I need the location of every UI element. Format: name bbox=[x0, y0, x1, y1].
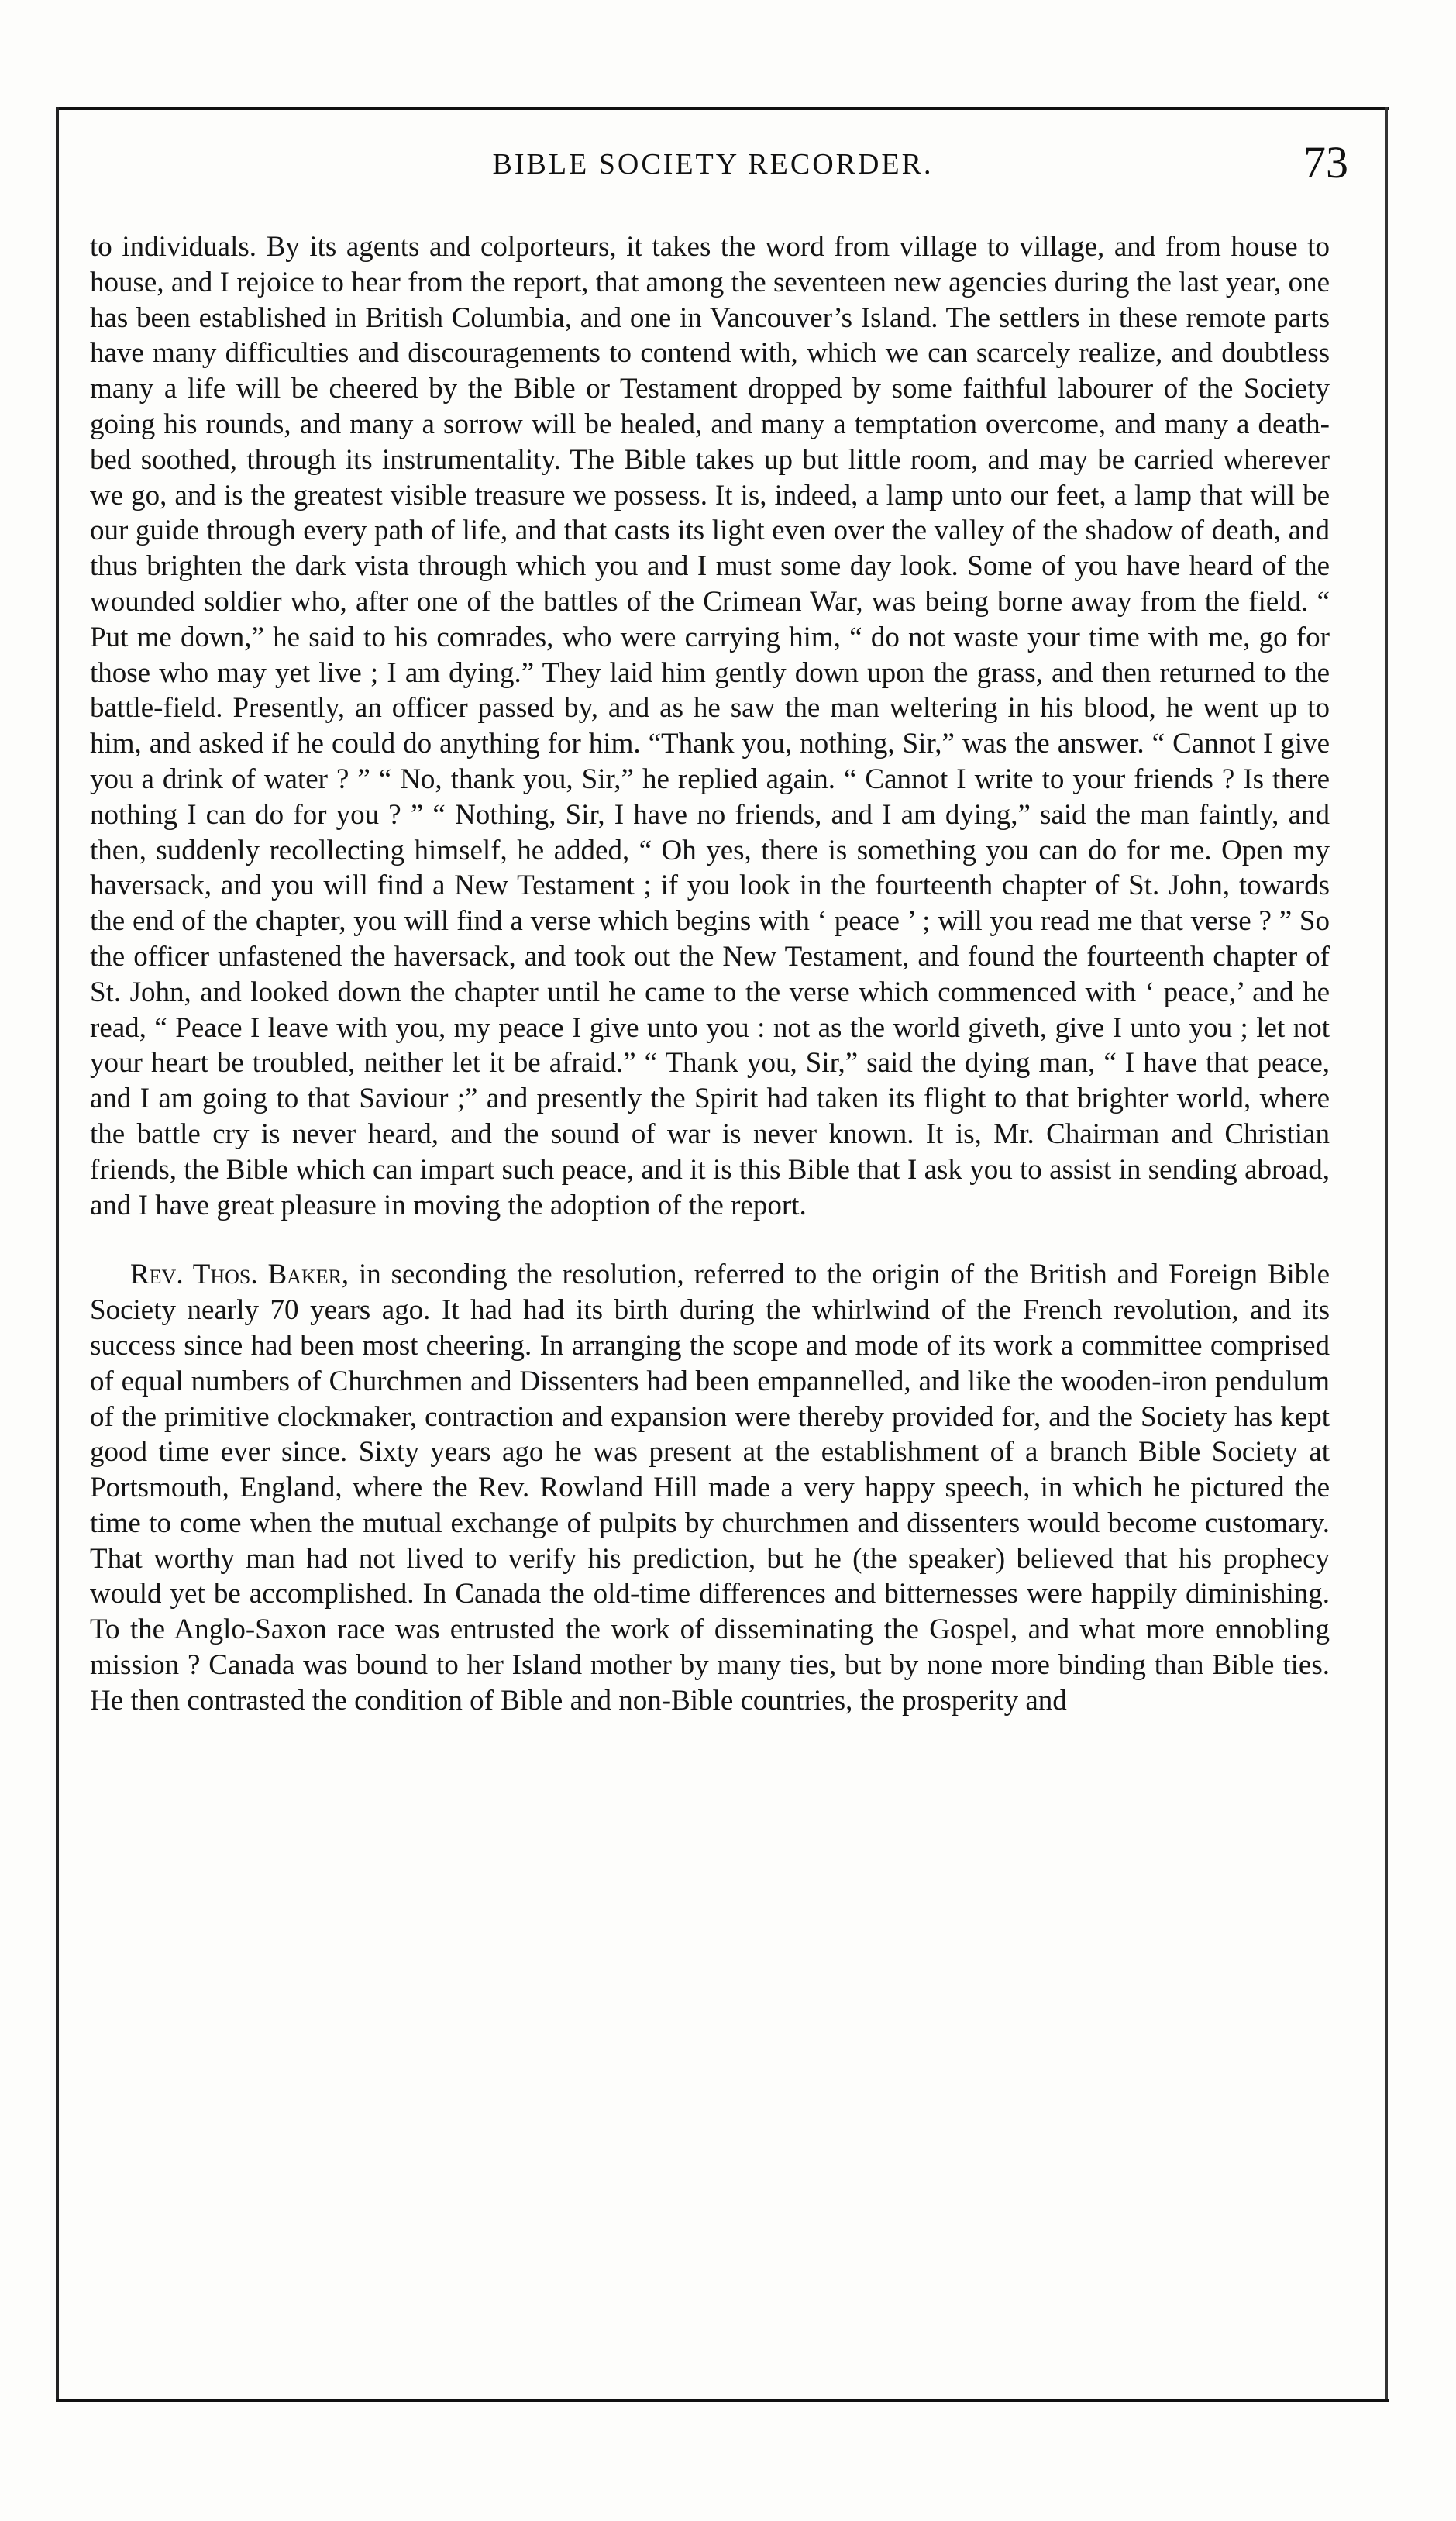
speaker-name: Rev. Thos. Baker, bbox=[130, 1259, 349, 1291]
paragraph-text: to individuals. By its agents and colporteurs, it takes the word from village to village, and from house to house, and I rejoice to hear from the report, that among the seventeen new agencies during the last year, one has been established in British Columbia, and one in Vancouver’s Island. The settlers in these remote parts have many difficulties and discouragements to contend with, which we can scarcely realize, and doubtless many a life will be cheered by the Bible or Testament dropped by some faithful labourer of the Society going his rounds, and many a sorrow will be healed, and many a temptation overcome, and many a death-bed soothed, through its instrumentality. The Bible takes up but little room, and may be carried wherever we go, and is the greatest visible treasure we possess. It is, indeed, a lamp unto our feet, a lamp that will be our guide through every path of life, and that casts its light even over the valley of the shadow of death, and thus brighten the dark vista through which you and I must some day look. Some of you have heard of the wounded soldier who, after one of the battles of the Crimean War, was being borne away from the field. “ Put me down,” he said to his comrades, who were carrying him, “ do not waste your time with me, go for those who may yet live ; I am dying.” They laid him gently down upon the grass, and then returned to the battle-field. Presently, an officer passed by, and as he saw the man weltering in his blood, he went up to him, and asked if he could do anything for him. “Thank you, nothing, Sir,” was the answer. “ Cannot I give you a drink of water ? ” “ No, thank you, Sir,” he replied again. “ Cannot I write to your friends ? Is there nothing I can do for you ? ” “ Nothing, Sir, I have no friends, and I am dying,” said the man faintly, and then, suddenly recollecting himself, he added, “ Oh yes, there is something you can do for me. Open my haversack, and you will find a New Testament ; if you look in the fourteenth chapter of St. John, towards the end of the chapter, you will find a verse which begins with ‘ peace ’ ; will you read me that verse ? ” So the officer unfastened the haversack, and took out the New Testament, and found the fourteenth chapter of St. John, and looked down the chapter until he came to the verse which commenced with ‘ peace,’ and he read, “ Peace I leave with you, my peace I give unto you : not as the world giveth, give I unto you ; let not your heart be troubled, neither let it be afraid.” “ Thank you, Sir,” said the dying man, “ I have that peace, and I am going to that Saviour ;” and presently the Spirit had taken its flight to that brighter world, where the battle cry is never heard, and the sound of war is never known. It is, Mr. Chairman and Christian friends, the Bible which can impart such peace, and it is this Bible that I ask you to assist in sending abroad, and I have great pleasure in moving the adoption of the report. bbox=[90, 231, 1330, 1221]
page-header bbox=[77, 136, 1348, 206]
right-border-rule bbox=[1385, 107, 1388, 2402]
bottom-border-rule bbox=[56, 2399, 1389, 2402]
top-border-rule bbox=[56, 107, 1389, 110]
paragraph-seconding-resolution bbox=[90, 1257, 1330, 1718]
left-border-rule bbox=[56, 107, 59, 2402]
paragraph-speech-conclusion bbox=[90, 229, 1330, 1223]
article-body bbox=[90, 229, 1330, 1719]
paragraph-text: in seconding the resolution, referred to the origin of the British and Foreign Bible Society nearly 70 years ago. It had had its birth during the whirlwind of the French revolution, and its success since had been most cheering. In arranging the scope and mode of its work a committee comprised of equal numbers of Churchmen and Dissenters had been empannelled, and like the wooden-iron pendulum of the primitive clockmaker, contraction and expansion were thereby provided for, and the Society has kept good time ever since. Sixty years ago he was present at the establishment of a branch Bible Society at Portsmouth, England, where the Rev. Rowland Hill made a very happy speech, in which he pictured the time to come when the mutual exchange of pulpits by churchmen and dissenters would become customary. That worthy man had not lived to verify his prediction, but he (the speaker) believed that his prophecy would yet be accomplished. In Canada the old-time differences and bitternesses were happily diminishing. To the Anglo-Saxon race was entrusted the work of disseminating the Gospel, and what more ennobling mission ? Canada was bound to her Island mother by many ties, but by none more binding than Bible ties. He then contrasted the condition of Bible and non-Bible countries, the prosperity and bbox=[90, 1259, 1330, 1717]
running-title: BIBLE SOCIETY RECORDER. bbox=[492, 148, 934, 181]
page-number: 73 bbox=[1303, 137, 1348, 188]
